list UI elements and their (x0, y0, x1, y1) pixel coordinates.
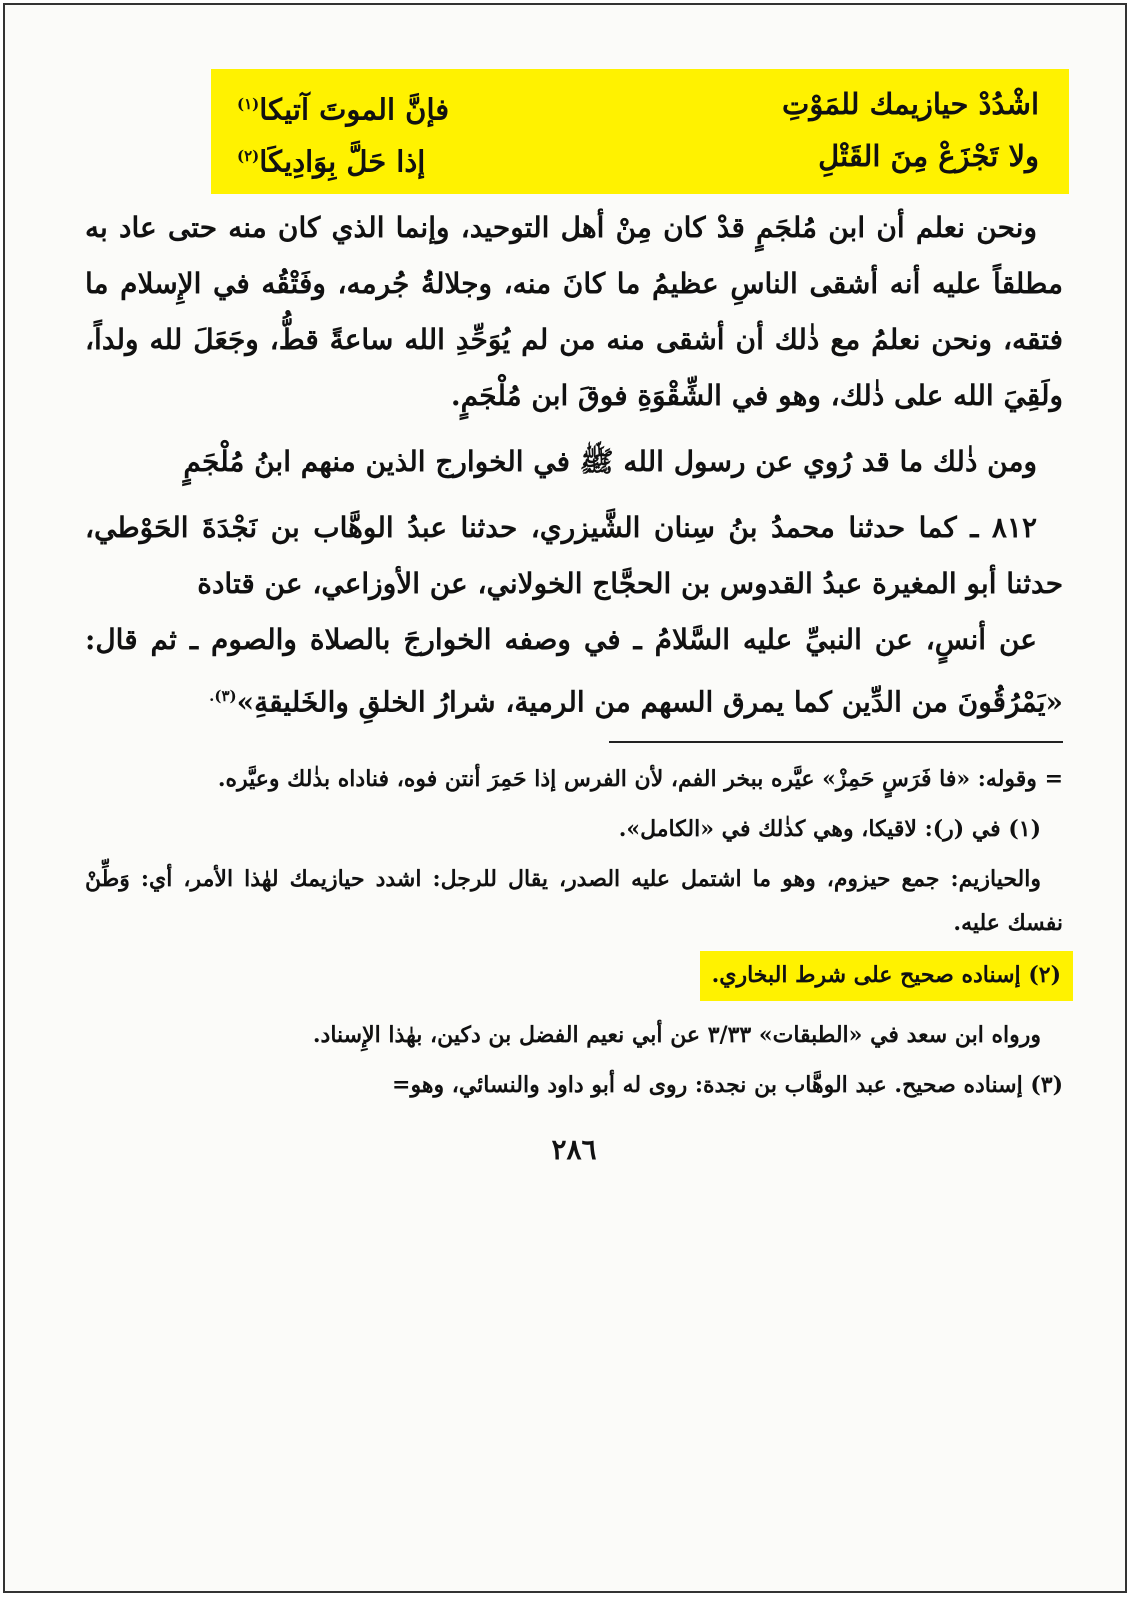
highlighted-verse (211, 69, 1069, 194)
highlighted-footnote: (٢) إسناده صحيح على شرط البخاري. (700, 951, 1073, 1001)
verse-hemistich: ولا تَجْزَعْ مِنَ القَتْلِ (818, 138, 1039, 173)
verse-hemistich: فإنَّ الموتَ آتيكا$^{(١)}$ (237, 92, 450, 127)
footnote: والحيازيم: جمع حيزوم، وهو ما اشتمل عليه الصدر، يقال للرجل: اشدد حيازيمك لهٰذا الأمر، أي: وَطِّنْ نفسك عليه. (85, 865, 1063, 936)
body-paragraph: ومن ذٰلك ما قد رُوي عن رسول الله ﷺ في الخوارج الذين منهم ابنُ مُلْجَمٍ (183, 445, 1037, 479)
verse-line-2 (237, 133, 1039, 185)
main-text (85, 200, 1063, 730)
footnote: ورواه ابن سعد في «الطبقات» ٣/٣٣ عن أبي نعيم الفضل بن دكين، بهٰذا الإِسناد. (312, 1021, 1041, 1048)
footnote: (١) في (ر): لاقيكا، وهي كذٰلك في «الكامل». (618, 815, 1041, 842)
body-paragraph: ونحن نعلم أن ابن مُلجَمٍ قدْ كان مِنْ أهل التوحيد، وإنما الذي كان منه حتى عاد به مطلقاً عليه أنه أشقى الناسِ عظيمُ ما كانَ منه، وجلالةُ جُرمه، وفَتْقُه في الإِسلام ما فتقه، ونحن نعلمُ مع ذٰلك أن أشقى منه من لم يُوَحِّدِ الله ساعةً قطُّ، وجَعَلَ لله ولداً، ولَقِيَ الله على ذٰلك، وهو في الشِّقْوَةِ فوقَ ابن مُلْجَمٍ. (85, 211, 1063, 413)
page-number: ٢٨٦ (551, 1132, 597, 1166)
footnote: = وقوله: «فا فَرَسٍ حَمِزْ» عيَّره ببخر الفم، لأن الفرس إذا حَمِرَ أنتن فوه، فناداه بذٰلك وعيَّره. (217, 765, 1063, 792)
footnote: (٣) إسناده صحيح. عبد الوهَّاب بن نجدة: روى له أبو داود والنسائي، وهو= (392, 1071, 1063, 1098)
verse-hemistich: إذا حَلَّ بِوَادِيكَا$^{(٢)}$ (237, 144, 426, 179)
verse-line-1 (237, 81, 1039, 133)
body-paragraph: عن أنسٍ، عن النبيِّ عليه السَّلامُ ـ في وصفه الخوارجَ بالصلاة والصوم ـ ثم قال: «يَمْرُقُونَ من الدِّين كما يمرق السهم من الرمية، شرارُ الخلقِ والخَليقةِ»$^{(٣).}$ (85, 623, 1063, 719)
page-content (85, 69, 1063, 1166)
footnote-ref: (٣). (209, 687, 237, 706)
footnote-ref: (١) (237, 95, 260, 113)
footnote-ref: (٢) (237, 146, 260, 165)
footnote-divider (609, 741, 1063, 743)
verse-hemistich: اشْدُدْ حيازيمك للمَوْتِ (782, 87, 1039, 121)
footnotes (85, 757, 1063, 1107)
book-page (3, 3, 1127, 1593)
body-paragraph: ٨١٢ ـ كما حدثنا محمدُ بنُ سِنان الشَّيزري، حدثنا عبدُ الوهَّاب بن نَجْدَةَ الحَوْطي، حدثنا أبو المغيرة عبدُ القدوس بن الحجَّاج الخولاني، عن الأوزاعي، عن قتادة (85, 511, 1063, 601)
footnote-highlighted (85, 951, 1063, 1007)
